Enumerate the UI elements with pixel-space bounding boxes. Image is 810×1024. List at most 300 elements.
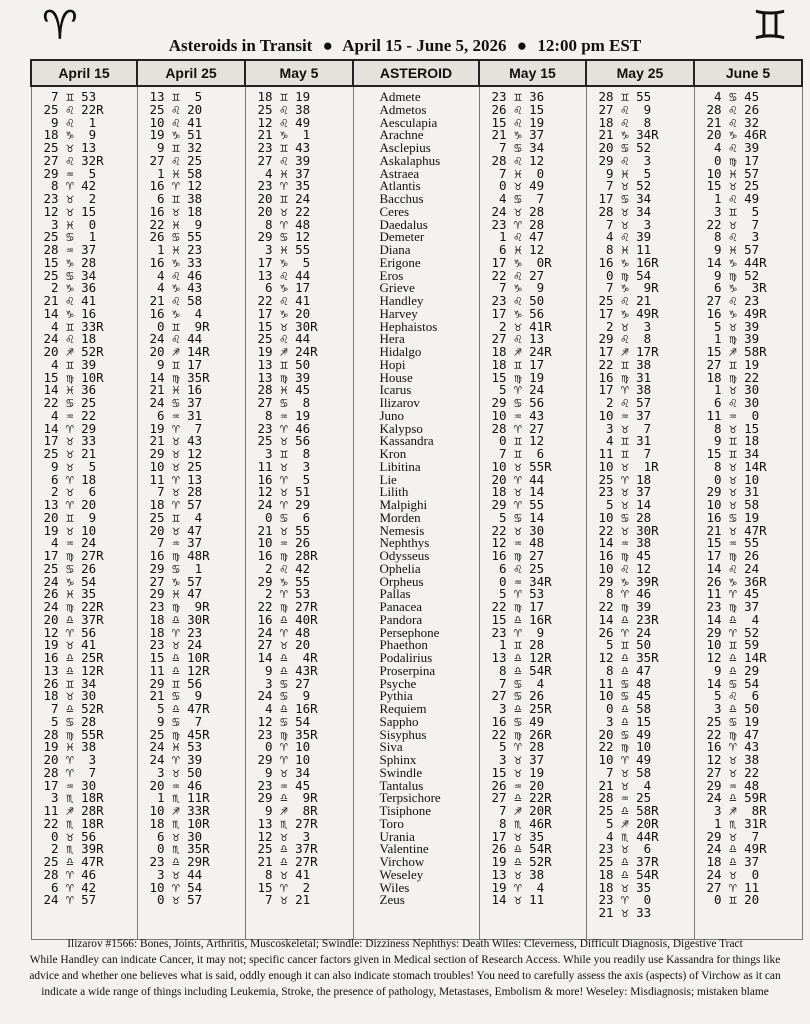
position-cell: 16 ♑ 16R xyxy=(598,254,659,270)
asteroid-name: Aesculapia xyxy=(379,114,438,130)
position-cell: 25 ♌ 38 xyxy=(257,101,311,117)
position-cell: 27 ♎ 22R xyxy=(491,790,552,806)
position-cell: 5 ♎ 47R xyxy=(149,701,210,716)
position-cell: 7 ♉ 52 xyxy=(598,178,652,194)
position-cell: 20 ♉ 22 xyxy=(257,203,311,219)
position-cell: 17 ♉ 35 xyxy=(491,828,545,844)
position-cell: 1 ♌ 49 xyxy=(706,191,760,206)
position-cell: 21 ♌ 41 xyxy=(43,293,97,308)
position-cell: 22 ♍ 26R xyxy=(491,726,552,742)
position-cell: 21 ♉ 47R xyxy=(706,522,767,538)
position-cell: 12 ♋ 54 xyxy=(257,713,311,729)
asteroid-name: Sphinx xyxy=(379,752,417,767)
position-cell: 12 ♎ 35R xyxy=(598,650,659,665)
position-cell: 13 ♎ 12R xyxy=(43,662,104,678)
position-cell: 28 ♌ 12 xyxy=(491,152,545,168)
position-cell: 23 ♍ 37 xyxy=(706,599,760,614)
col-header-april25: April 25 xyxy=(137,60,245,86)
position-cell: 29 ♋ 56 xyxy=(491,395,545,410)
position-cell: 25 ♎ 58R xyxy=(598,803,659,818)
position-cell: 11 ♎ 12R xyxy=(149,662,210,678)
position-cell: 17 ♑ 20 xyxy=(257,305,311,321)
asteroid-name: Hidalgo xyxy=(379,344,422,359)
position-cell: 21 ♉ 43 xyxy=(149,433,203,449)
col-april25 xyxy=(137,86,245,940)
position-cell: 24 ♋ 37 xyxy=(149,395,203,410)
position-cell: 6 ♊ 38 xyxy=(149,191,203,206)
position-cell: 10 ♒ 43 xyxy=(491,407,545,423)
position-cell: 15 ♍ 19 xyxy=(491,369,545,385)
position-cell: 18 ♌ 8 xyxy=(598,114,652,130)
position-cell: 29 ♈ 55 xyxy=(491,497,545,512)
position-cell: 2 ♏ 39R xyxy=(43,841,104,857)
position-cell: 22 ♌ 27 xyxy=(491,267,545,283)
position-cell: 5 ♈ 28 xyxy=(491,739,545,755)
asteroid-name: Terpsichore xyxy=(379,790,441,806)
position-cell: 19 ♉ 10 xyxy=(43,522,97,538)
asteroid-name: Sisyphus xyxy=(379,726,427,742)
position-cell: 3 ♋ 27 xyxy=(257,675,311,691)
position-cell: 3 ♐ 8R xyxy=(706,803,767,818)
position-cell: 10 ♉ 1R xyxy=(598,458,659,474)
position-cell: 3 ♎ 50 xyxy=(706,701,760,716)
position-cell: 11 ♐ 28R xyxy=(43,803,104,818)
position-cell: 26 ♑ 36R xyxy=(706,573,767,589)
position-cell: 2 ♉ 3 xyxy=(598,318,652,334)
position-cell: 28 ♈ 27 xyxy=(491,420,545,436)
position-cell: 20 ♋ 52 xyxy=(598,140,652,155)
position-cell: 21 ♑ 1 xyxy=(257,127,311,143)
position-cell: 6 ♉ 30 xyxy=(149,828,203,844)
position-cell: 23 ♈ 9 xyxy=(491,624,545,640)
position-cell: 8 ♏ 46R xyxy=(491,815,552,831)
position-cell: 16 ♎ 25R xyxy=(43,650,104,665)
position-cell: 3 ♓ 0 xyxy=(43,216,97,232)
position-cell: 18 ♊ 17 xyxy=(491,356,545,372)
position-cell: 14 ♍ 35R xyxy=(149,369,210,385)
position-cell: 24 ♑ 54 xyxy=(43,573,97,589)
position-cell: 4 ♌ 39 xyxy=(706,140,760,155)
position-cell: 27 ♉ 20 xyxy=(257,637,311,653)
position-cell: 13 ♈ 20 xyxy=(43,497,97,512)
position-cell: 6 ♌ 25 xyxy=(491,560,545,576)
position-cell: 12 ♉ 51 xyxy=(257,484,311,500)
position-cell: 13 ♎ 12R xyxy=(491,650,552,665)
ephemeris-table xyxy=(30,59,803,940)
asteroid-name: Ophelia xyxy=(379,560,421,576)
position-cell: 16 ♍ 31 xyxy=(598,369,652,385)
position-cell: 20 ♎ 37R xyxy=(43,611,104,627)
asteroid-name: Wiles xyxy=(379,879,410,895)
asteroid-name: Lie xyxy=(379,471,397,487)
position-cell: 22 ♉ 7 xyxy=(706,216,760,232)
position-cell: 0 ♎ 58 xyxy=(598,701,652,716)
position-cell: 8 ♒ 19 xyxy=(257,407,311,423)
position-cell: 28 ♉ 34 xyxy=(598,203,652,219)
position-cell: 3 ♊ 8 xyxy=(257,446,311,461)
position-cell: 7 ♎ 52R xyxy=(43,701,104,716)
position-cell: 26 ♒ 20 xyxy=(491,777,545,793)
position-cell: 25 ♋ 34 xyxy=(43,267,97,283)
position-cell: 3 ♓ 55 xyxy=(257,242,311,257)
position-cell: 29 ♑ 55 xyxy=(257,573,311,589)
header-row xyxy=(31,60,802,86)
position-cell: 24 ♓ 53 xyxy=(149,739,203,755)
position-cell: 14 ♎ 4R xyxy=(257,650,318,665)
asteroid-name: Asclepius xyxy=(379,140,431,155)
position-cell: 6 ♓ 12 xyxy=(491,242,545,257)
asteroid-name: Kron xyxy=(379,446,407,461)
position-cell: 5 ♌ 6 xyxy=(706,688,760,704)
position-cell: 28 ♌ 26 xyxy=(706,101,760,117)
position-cell: 22 ♏ 18R xyxy=(43,815,104,831)
position-cell: 26 ♓ 35 xyxy=(43,586,97,602)
position-cell: 22 ♉ 30R xyxy=(598,522,659,538)
position-cell: 19 ♑ 51 xyxy=(149,127,203,143)
position-cell: 14 ♑ 16 xyxy=(43,305,97,321)
position-cell: 17 ♍ 26 xyxy=(706,548,760,563)
asteroid-name: Erigone xyxy=(379,254,421,270)
position-cell: 10 ♋ 28 xyxy=(598,509,652,525)
asteroid-name: Hephaistos xyxy=(379,318,438,334)
position-cell: 10 ♉ 55R xyxy=(491,458,552,474)
position-cell: 26 ♊ 34 xyxy=(43,675,97,691)
position-cell: 20 ♑ 46R xyxy=(706,127,767,143)
asteroid-name: Swindle xyxy=(379,764,423,780)
asteroid-name: Virchow xyxy=(379,854,425,869)
position-cell: 27 ♊ 19 xyxy=(706,356,760,372)
col-header-may15: May 15 xyxy=(479,60,586,86)
position-cell: 10 ♐ 33R xyxy=(149,803,210,818)
asteroid-name: Bacchus xyxy=(379,191,424,206)
position-cell: 24 ♉ 28 xyxy=(491,203,545,219)
position-cell: 21 ♌ 58 xyxy=(149,293,203,308)
position-cell: 14 ♈ 29 xyxy=(43,420,97,436)
position-cell: 6 ♑ 17 xyxy=(257,280,311,296)
position-cell: 19 ♓ 38 xyxy=(43,739,97,755)
asteroid-name: House xyxy=(379,369,413,385)
asteroid-name: Harvey xyxy=(379,305,418,321)
position-cell: 0 ♉ 56 xyxy=(43,828,97,844)
position-cell: 2 ♑ 36 xyxy=(43,280,97,296)
position-cell: 25 ♎ 47R xyxy=(43,854,104,869)
position-cell: 21 ♓ 16 xyxy=(149,382,203,398)
position-cell: 4 ♊ 33R xyxy=(43,318,104,334)
position-cell: 14 ♉ 11 xyxy=(491,892,545,908)
position-cell: 0 ♊ 9R xyxy=(149,318,210,334)
position-cell: 9 ♓ 57 xyxy=(706,242,760,257)
asteroid-name: Ilizarov xyxy=(379,395,420,410)
position-cell: 17 ♑ 5 xyxy=(257,254,311,270)
position-cell: 12 ♉ 38 xyxy=(706,752,760,767)
asteroid-name: Siva xyxy=(379,739,403,755)
asteroid-name: Admete xyxy=(379,89,421,104)
position-cell: 9 ♊ 18 xyxy=(706,433,760,449)
position-cell: 16 ♎ 40R xyxy=(257,611,318,627)
position-cell: 21 ♉ 33 xyxy=(598,905,652,920)
position-cell: 16 ♍ 28R xyxy=(257,548,318,563)
position-cell: 23 ♌ 50 xyxy=(491,293,545,308)
asteroid-name: Pallas xyxy=(379,586,411,602)
asteroid-name: Kalypso xyxy=(379,420,423,436)
position-cell: 16 ♋ 19 xyxy=(706,509,760,525)
position-cell: 5 ♊ 50 xyxy=(598,637,652,653)
position-cell: 27 ♌ 13 xyxy=(491,331,545,347)
position-cell: 24 ♌ 44 xyxy=(149,331,203,347)
position-cell: 21 ♉ 4 xyxy=(598,777,652,793)
position-cell: 15 ♎ 16R xyxy=(491,611,552,627)
col-header-may25: May 25 xyxy=(586,60,694,86)
aries-icon: ♈ xyxy=(42,3,78,49)
position-cell: 0 ♉ 10 xyxy=(706,471,760,487)
position-cell: 23 ♈ 35 xyxy=(257,178,311,194)
col-header-may5: May 5 xyxy=(245,60,353,86)
position-cell: 13 ♏ 27R xyxy=(257,815,318,831)
position-cell: 8 ♈ 46 xyxy=(598,586,652,602)
position-cell: 22 ♍ 27R xyxy=(257,599,318,614)
position-cell: 29 ♋ 1 xyxy=(149,560,203,576)
position-cell: 16 ♈ 12 xyxy=(149,178,203,194)
asteroid-name: Toro xyxy=(379,815,404,831)
position-cell: 0 ♍ 54 xyxy=(598,267,652,283)
position-cell: 29 ♓ 47 xyxy=(149,586,203,602)
position-cell: 12 ♉ 15 xyxy=(43,203,97,219)
position-cell: 16 ♍ 48R xyxy=(149,548,210,563)
footer-notes xyxy=(22,936,788,1000)
asteroid-name: Hopi xyxy=(379,356,406,372)
position-cell: 3 ♉ 37 xyxy=(491,752,545,767)
position-cell: 5 ♋ 28 xyxy=(43,713,97,729)
position-cell: 15 ♌ 19 xyxy=(491,114,545,130)
position-cell: 6 ♈ 42 xyxy=(43,879,97,895)
asteroid-name: Handley xyxy=(379,293,424,308)
asteroid-name: Ceres xyxy=(379,203,410,219)
position-cell: 27 ♌ 32R xyxy=(43,152,104,168)
position-cell: 9 ♌ 1 xyxy=(43,114,97,130)
asteroid-name: Grieve xyxy=(379,280,415,296)
position-cell: 9 ♎ 29 xyxy=(706,662,760,678)
position-cell: 27 ♋ 26 xyxy=(491,688,545,704)
position-cell: 18 ♉ 30 xyxy=(43,688,97,704)
position-cell: 15 ♈ 2 xyxy=(257,879,311,895)
footer-line: While Handley can indicate Cancer, it may not; specific cancer factors given in Medical section of Research Access. While you readily use Kassandra for things like xyxy=(29,954,781,966)
position-list xyxy=(587,91,694,920)
position-cell: 20 ♉ 47 xyxy=(149,522,203,538)
position-cell: 14 ♑ 44R xyxy=(706,254,767,270)
position-cell: 9 ♊ 17 xyxy=(149,356,203,372)
title-date-range: April 15 - June 5, 2026 xyxy=(342,36,507,55)
position-cell: 21 ♑ 34R xyxy=(598,127,659,143)
position-cell: 16 ♍ 27 xyxy=(491,548,545,563)
position-cell: 20 ♋ 49 xyxy=(598,726,652,742)
position-cell: 17 ♉ 33 xyxy=(43,433,97,449)
position-cell: 28 ♍ 55R xyxy=(43,726,104,742)
position-cell: 2 ♈ 53 xyxy=(257,586,311,602)
position-cell: 25 ♌ 20 xyxy=(149,101,203,117)
position-cell: 23 ♎ 29R xyxy=(149,854,210,869)
position-cell: 11 ♈ 45 xyxy=(706,586,760,602)
position-list xyxy=(480,91,586,907)
position-cell: 14 ♎ 23R xyxy=(598,611,659,627)
position-cell: 21 ♉ 55 xyxy=(257,522,311,538)
position-cell: 23 ♒ 45 xyxy=(257,777,311,793)
footer-line: advice and whether one believes what is said, oddly enough it can also indicate stomach troubles! You need to carefully assess the axis (aspects) of Virchow as it can xyxy=(29,970,781,982)
position-cell: 7 ♋ 4 xyxy=(491,675,545,691)
position-cell: 18 ♉ 14 xyxy=(491,484,545,500)
position-cell: 9 ♊ 32 xyxy=(149,140,203,155)
position-cell: 15 ♒ 55 xyxy=(706,535,760,551)
position-cell: 22 ♉ 30 xyxy=(491,522,545,538)
position-cell: 11 ♋ 48 xyxy=(598,675,652,691)
position-cell: 21 ♑ 37 xyxy=(491,127,545,143)
position-cell: 6 ♈ 18 xyxy=(43,471,97,487)
position-cell: 17 ♐ 17R xyxy=(598,344,659,359)
position-cell: 21 ♌ 32 xyxy=(706,114,760,130)
position-cell: 3 ♎ 25R xyxy=(491,701,552,716)
position-cell: 23 ♊ 36 xyxy=(491,89,545,104)
position-cell: 10 ♊ 59 xyxy=(706,637,760,653)
position-cell: 16 ♋ 49 xyxy=(491,713,545,729)
position-cell: 4 ♒ 22 xyxy=(43,407,97,423)
position-cell: 20 ♒ 46 xyxy=(149,777,203,793)
position-cell: 26 ♎ 54R xyxy=(491,841,552,857)
position-cell: 19 ♐ 24R xyxy=(257,344,318,359)
position-cell: 18 ♊ 19 xyxy=(257,89,311,104)
position-cell: 14 ♎ 4 xyxy=(706,611,760,627)
position-cell: 10 ♒ 37 xyxy=(598,407,652,423)
footer-line: Ilizarov #1566: Bones, Joints, Arthritis, Muscoskeletal; Swindle: Dizziness Nephthys: Death Wiles: Cleverness, Difficult Diagnosis, Digestive Tract xyxy=(67,938,743,950)
asteroid-name: Weseley xyxy=(379,866,424,882)
position-cell: 13 ♊ 50 xyxy=(257,356,311,372)
position-cell: 13 ♌ 44 xyxy=(257,267,311,283)
position-cell: 23 ♍ 35R xyxy=(257,726,318,742)
position-cell: 4 ♋ 45 xyxy=(706,89,760,104)
position-cell: 7 ♐ 20R xyxy=(491,803,552,818)
position-cell: 9 ♎ 43R xyxy=(257,662,318,678)
position-cell: 7 ♒ 37 xyxy=(149,535,203,551)
position-cell: 12 ♉ 3 xyxy=(257,828,311,844)
position-cell: 0 ♉ 57 xyxy=(149,892,203,908)
position-cell: 8 ♈ 48 xyxy=(257,216,311,232)
position-cell: 5 ♈ 24 xyxy=(491,382,545,398)
position-cell: 29 ♊ 56 xyxy=(149,675,203,691)
position-cell: 25 ♈ 18 xyxy=(598,471,652,487)
position-cell: 28 ♈ 7 xyxy=(43,764,97,780)
position-cell: 19 ♎ 52R xyxy=(491,854,552,869)
asteroid-name: Eros xyxy=(379,267,404,283)
position-cell: 7 ♑ 9 xyxy=(491,280,545,296)
position-cell: 0 ♍ 17 xyxy=(706,152,760,168)
position-cell: 0 ♈ 10 xyxy=(257,739,311,755)
asteroid-name: Nephthys xyxy=(379,535,430,551)
position-cell: 24 ♌ 18 xyxy=(43,331,97,347)
asteroid-name: Lilith xyxy=(379,484,409,500)
asteroid-name: Morden xyxy=(379,509,421,525)
position-cell: 4 ♊ 39 xyxy=(43,356,97,372)
position-cell: 1 ♏ 31R xyxy=(706,815,767,831)
position-cell: 9 ♋ 7 xyxy=(149,713,203,729)
asteroid-name: Libitina xyxy=(379,458,421,474)
position-cell: 24 ♎ 59R xyxy=(706,790,767,806)
position-cell: 25 ♉ 21 xyxy=(43,446,97,461)
asteroid-list xyxy=(354,91,479,907)
position-cell: 18 ♎ 54R xyxy=(598,866,659,882)
asteroid-name: Kassandra xyxy=(379,433,434,449)
position-cell: 4 ♌ 46 xyxy=(149,267,203,283)
position-cell: 5 ♉ 39 xyxy=(706,318,760,334)
position-cell: 18 ♈ 23 xyxy=(149,624,203,640)
position-cell: 9 ♉ 5 xyxy=(43,458,97,474)
position-cell: 28 ♈ 46 xyxy=(43,866,97,882)
position-cell: 9 ♍ 52 xyxy=(706,267,760,283)
position-cell: 23 ♉ 2 xyxy=(43,191,97,206)
asteroid-name: Hera xyxy=(379,331,405,347)
position-cell: 29 ♌ 8 xyxy=(598,331,652,347)
position-cell: 25 ♊ 4 xyxy=(149,509,203,525)
asteroid-name: Malpighi xyxy=(379,497,428,512)
position-cell: 29 ♈ 52 xyxy=(706,624,760,640)
asteroid-name: Icarus xyxy=(379,382,412,398)
position-cell: 4 ♊ 31 xyxy=(598,433,652,449)
position-cell: 3 ♊ 5 xyxy=(706,203,760,219)
asteroid-name: Orpheus xyxy=(379,573,424,589)
col-header-asteroid: ASTEROID xyxy=(353,60,479,86)
position-cell: 4 ♎ 16R xyxy=(257,701,318,716)
position-cell: 17 ♒ 30 xyxy=(43,777,97,793)
position-cell: 24 ♈ 39 xyxy=(149,752,203,767)
gemini-icon: ♊ xyxy=(752,3,788,49)
position-cell: 9 ♉ 34 xyxy=(257,764,311,780)
position-cell: 24 ♋ 9 xyxy=(257,688,311,704)
position-cell: 25 ♉ 56 xyxy=(257,433,311,449)
position-cell: 1 ♍ 39 xyxy=(706,331,760,347)
position-cell: 0 ♊ 20 xyxy=(706,892,760,908)
position-cell: 24 ♉ 0 xyxy=(706,866,760,882)
position-cell: 11 ♈ 13 xyxy=(149,471,203,487)
asteroid-name: Psyche xyxy=(379,675,417,691)
position-cell: 2 ♉ 41R xyxy=(491,318,552,334)
position-cell: 17 ♑ 56 xyxy=(491,305,545,321)
position-cell: 18 ♎ 30R xyxy=(149,611,210,627)
position-cell: 26 ♈ 24 xyxy=(598,624,652,640)
asteroid-name: Admetos xyxy=(379,101,427,117)
position-cell: 16 ♑ 4 xyxy=(149,305,203,321)
position-cell: 25 ♌ 22R xyxy=(43,101,104,117)
position-cell: 1 ♉ 30 xyxy=(706,382,760,398)
position-cell: 5 ♐ 20R xyxy=(598,815,659,831)
position-cell: 25 ♉ 13 xyxy=(43,140,97,155)
asteroid-name: Podalirius xyxy=(379,650,433,665)
asteroid-name: Atlantis xyxy=(379,178,421,194)
position-cell: 10 ♋ 45 xyxy=(598,688,652,704)
asteroid-name: Tisiphone xyxy=(379,803,432,818)
position-cell: 4 ♌ 39 xyxy=(598,229,652,245)
position-cell: 10 ♈ 54 xyxy=(149,879,203,895)
position-cell: 8 ♉ 41 xyxy=(257,866,311,882)
position-cell: 18 ♑ 9 xyxy=(43,127,97,143)
page-title xyxy=(0,36,810,56)
position-cell: 10 ♉ 58 xyxy=(706,497,760,512)
position-cell: 17 ♑ 49R xyxy=(598,305,659,321)
position-cell: 29 ♌ 3 xyxy=(598,152,652,168)
position-list xyxy=(695,91,802,907)
position-cell: 6 ♒ 31 xyxy=(149,407,203,423)
position-list xyxy=(138,91,245,907)
position-cell: 0 ♊ 12 xyxy=(491,433,545,449)
position-cell: 13 ♊ 5 xyxy=(149,89,203,104)
position-cell: 2 ♉ 6 xyxy=(43,484,97,500)
position-cell: 25 ♌ 21 xyxy=(598,293,652,308)
